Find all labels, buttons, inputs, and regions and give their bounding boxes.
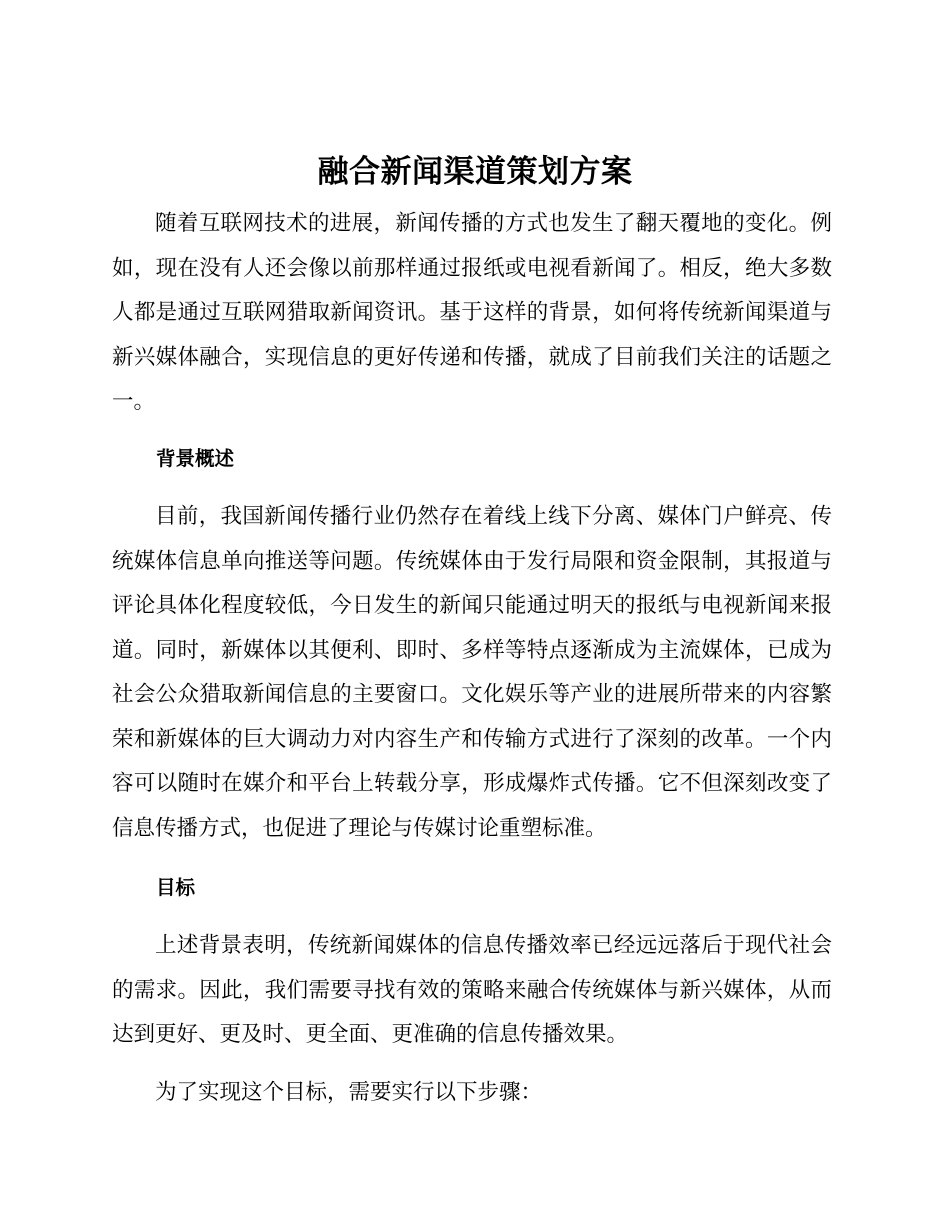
document-title: 融合新闻渠道策划方案 xyxy=(317,154,633,190)
goal-paragraph: 上述背景表明，传统新闻媒体的信息传播效率已经远远落后于现代社会的需求。因此，我们需要寻找有效的策略来融合传统媒体与新兴媒体，从而达到更好、更及时、更全面、更准确的信息传播效果。 xyxy=(112,933,832,1047)
intro-paragraph: 随着互联网技术的进展，新闻传播的方式也发生了翻天覆地的变化。例如，现在没有人还会像以前那样通过报纸或电视看新闻了。相反，绝大多数人都是通过互联网猎取新闻资讯。基于这样的背景，如何将传统新闻渠道与新兴媒体融合，实现信息的更好传递和传播，就成了目前我们关注的话题之一。 xyxy=(112,211,832,414)
section-heading-goal: 目标 xyxy=(156,876,196,899)
steps-intro-paragraph: 为了实现这个目标，需要实行以下步骤： xyxy=(155,1080,543,1105)
background-paragraph: 目前，我国新闻传播行业仍然存在着线上线下分离、媒体门户鲜亮、传统媒体信息单向推送等问题。传统媒体由于发行局限和资金限制，其报道与评论具体化程度较低，今日发生的新闻只能通过明天的报纸与电视新闻来报道。同时，新媒体以其便利、即时、多样等特点逐渐成为主流媒体，已成为社会公众猎取新闻信息的主要窗口。文化娱乐等产业的进展所带来的内容繁荣和新媒体的巨大调动力对内容生产和传输方式进行了深刻的改革。一个内容可以随时在媒介和平台上转载分享，形成爆炸式传播。它不但深刻改变了信息传播方式，也促进了理论与传媒讨论重塑标准。 xyxy=(112,504,832,841)
section-heading-background: 背景概述 xyxy=(156,447,235,470)
